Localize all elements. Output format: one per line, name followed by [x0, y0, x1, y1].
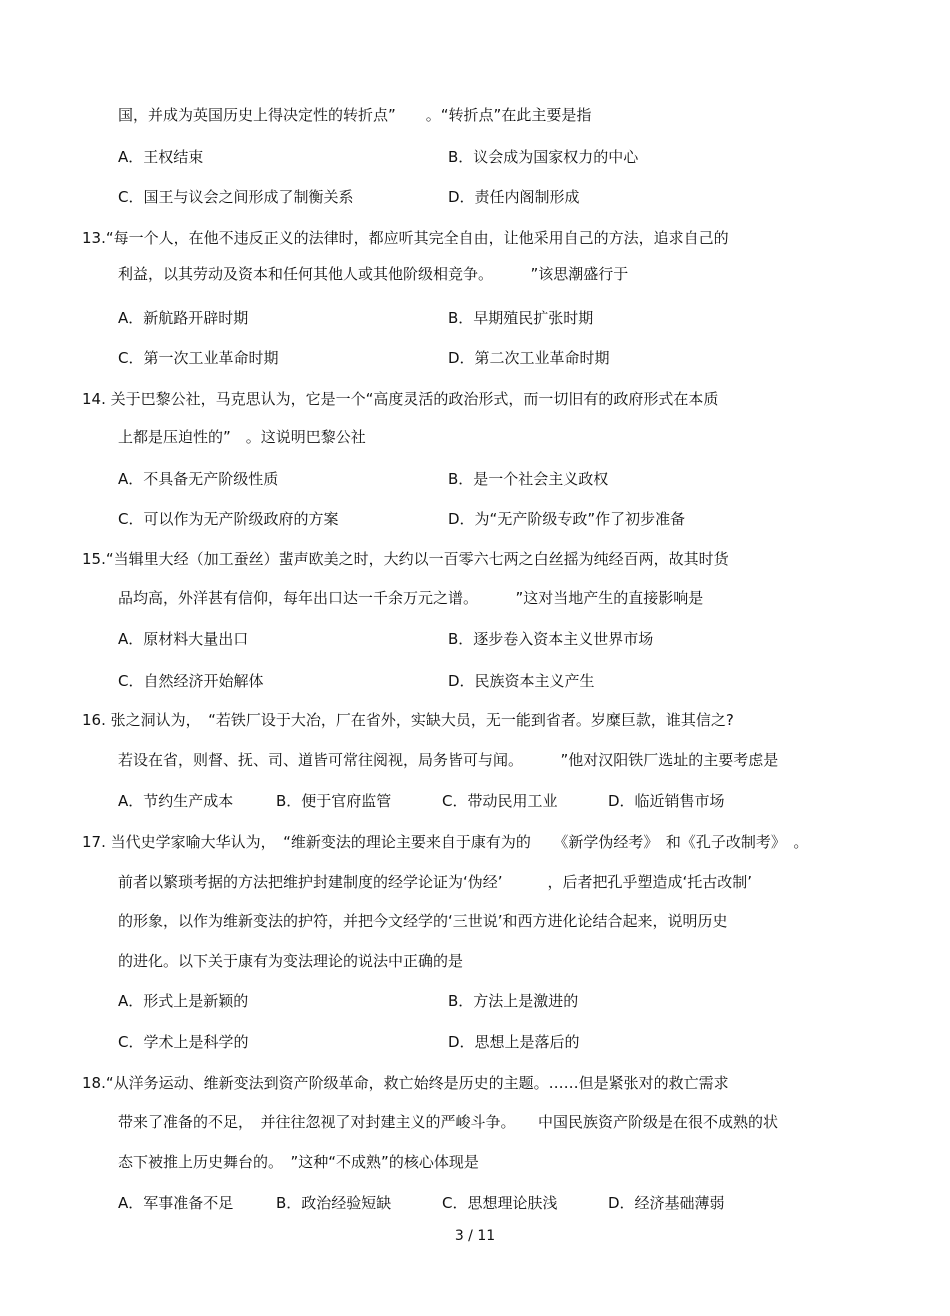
q18-option-c: C．思想理论肤浅 [442, 1194, 558, 1212]
q16-stem-line: 16. 张之洞认为， “若铁厂设于大冶，厂在省外，实缺大员，无一能到省者。岁糜巨款，谁其信之? [82, 711, 734, 729]
q12-option-d: D．责任内阁制形成 [448, 188, 580, 206]
q13-stem-line: 利益，以其劳动及资本和任何其他人或其他阶级相竞争。 ”该思潮盛行于 [118, 265, 629, 283]
q18-stem-line: 带来了准备的不足， 并往往忽视了对封建主义的严峻斗争。 中国民族资产阶级是在很不成熟的状 [118, 1113, 779, 1131]
q15-stem-line: 品均高，外洋甚有信仰，每年出口达一千余万元之谱。 ”这对当地产生的直接影响是 [118, 589, 704, 607]
q15-stem-line: 15.“当辑里大经（加工蚕丝）蜚声欧美之时，大约以一百零六七两之白丝摇为纯经百两，故其时货 [82, 550, 729, 568]
q17-stem-line: 17. 当代史学家喻大华认为， “维新变法的理论主要来自于康有为的 《新学伪经考》 和《孔子改制考》 。 [82, 833, 809, 851]
q17-option-b: B．方法上是激进的 [448, 992, 579, 1010]
q16-option-a: A．节约生产成本 [118, 792, 234, 810]
q15-option-c: C．自然经济开始解体 [118, 672, 264, 690]
q18-option-d: D．经济基础薄弱 [608, 1194, 725, 1212]
q14-option-a: A．不具备无产阶级性质 [118, 470, 279, 488]
q18-stem-line: 态下被推上历史舞台的。 ”这种“不成熟”的核心体现是 [118, 1153, 479, 1171]
q17-option-c: C．学术上是科学的 [118, 1033, 249, 1051]
q15-option-b: B．逐步卷入资本主义世界市场 [448, 630, 654, 648]
q13-option-b: B．早期殖民扩张时期 [448, 309, 594, 327]
q15-option-d: D．民族资本主义产生 [448, 672, 595, 690]
q17-stem-line: 前者以繁琐考据的方法把维护封建制度的经学论证为‘伪经’ ，后者把孔乎塑造成‘托古改制’ [118, 873, 753, 891]
q13-stem-line: 13.“每一个人，在他不违反正义的法律时，都应听其完全自由，让他采用自己的方法，追求自己的 [82, 229, 729, 247]
page-number: 3 / 11 [454, 1228, 496, 1244]
q16-stem-line: 若设在省，则督、抚、司、道皆可常往阅视，局务皆可与闻。 ”他对汉阳铁厂选址的主要考虑是 [118, 751, 779, 769]
q17-option-a: A．形式上是新颖的 [118, 992, 249, 1010]
q15-option-a: A．原材料大量出口 [118, 630, 249, 648]
q12-option-a: A．王权结束 [118, 148, 204, 166]
q18-option-b: B．政治经验短缺 [276, 1194, 392, 1212]
q16-option-b: B．便于官府监管 [276, 792, 392, 810]
q18-stem-line: 18.“从洋务运动、维新变法到资产阶级革命，救亡始终是历史的主题。……但是紧张对的救亡需求 [82, 1074, 729, 1092]
q13-option-d: D．第二次工业革命时期 [448, 349, 610, 367]
q16-option-c: C．带动民用工业 [442, 792, 558, 810]
q17-option-d: D．思想上是落后的 [448, 1033, 580, 1051]
q14-stem-line: 14. 关于巴黎公社，马克思认为，它是一个“高度灵活的政治形式，而一切旧有的政府形式在本质 [82, 390, 719, 408]
q12-option-b: B．议会成为国家权力的中心 [448, 148, 639, 166]
q12-option-c: C．国王与议会之间形成了制衡关系 [118, 188, 354, 206]
q14-option-c: C．可以作为无产阶级政府的方案 [118, 510, 339, 528]
q14-stem-line: 上都是压迫性的” 。这说明巴黎公社 [118, 428, 366, 446]
q16-option-d: D．临近销售市场 [608, 792, 725, 810]
q14-option-b: B．是一个社会主义政权 [448, 470, 609, 488]
q18-option-a: A．军事准备不足 [118, 1194, 234, 1212]
q17-stem-line: 的进化。以下关于康有为变法理论的说法中正确的是 [118, 952, 464, 970]
q13-option-c: C．第一次工业革命时期 [118, 349, 279, 367]
q12-stem-line: 国，并成为英国历史上得决定性的转折点” 。“转折点”在此主要是指 [118, 106, 592, 124]
q17-stem-line: 的形象，以作为维新变法的护符，并把今文经学的‘三世说’和西方进化论结合起来，说明历史 [118, 912, 728, 930]
q13-option-a: A．新航路开辟时期 [118, 309, 249, 327]
q14-option-d: D．为“无产阶级专政”作了初步准备 [448, 510, 686, 528]
